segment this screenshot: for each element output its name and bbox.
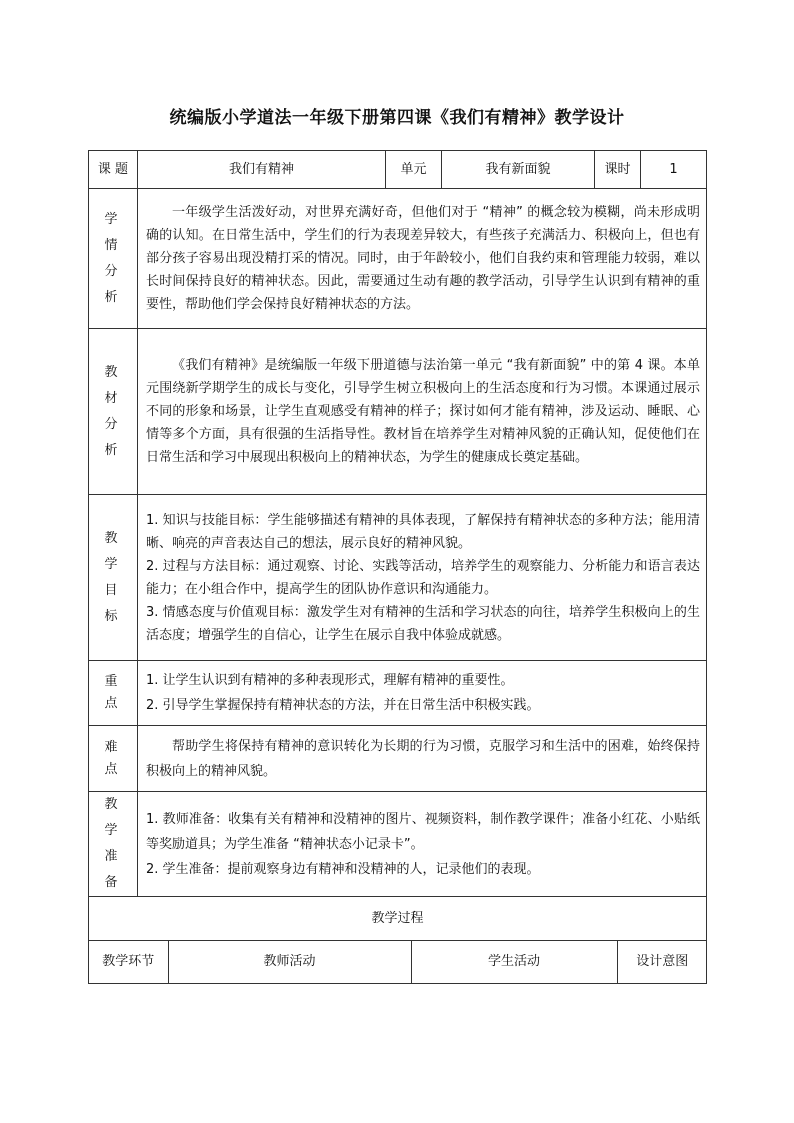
material-analysis-label-line2: 分 析 — [104, 416, 128, 458]
preparation-row — [89, 792, 707, 897]
difficulty-row — [89, 726, 707, 792]
preparation-label — [89, 792, 138, 897]
student-analysis-text: 一年级学生活泼好动，对世界充满好奇，但他们对于 “精神” 的概念较为模糊，尚未形成明确的认知。在日常生活中，学生们的行为表现差异较大，有些孩子充满活力、积极向上，但也有部分孩子容易出现没精打采的情况。同时，由于年龄较小，他们自我约束和管理能力较弱，难以长时间保持良好的精神状态。因此，需要通过生动有趣的教学活动，引导学生认识到有精神的重要性，帮助他们学会保持良好精神状态的方法。 — [146, 205, 700, 312]
preparation-label-line1: 教 学 — [104, 797, 128, 838]
student-analysis-label-line1: 学 情 — [104, 211, 128, 253]
objectives-row — [89, 495, 707, 661]
objective-item: 2. 过程与方法目标：通过观察、讨论、实践等活动，培养学生的观察能力、分析能力和语言表达能力；在小组合作中，提高学生的团队协作意识和沟通能力。 — [146, 558, 700, 597]
hours-label: 课时 — [595, 151, 641, 189]
student-analysis-row — [89, 189, 707, 329]
key-point-item: 2. 引导学生掌握保持有精神状态的方法，并在日常生活中积极实践。 — [146, 698, 540, 713]
preparation-item: 1. 教师准备：收集有关有精神和没精神的图片、视频资料，制作教学课件；准备小红花、小贴纸等奖励道具；为学生准备 “精神状态小记录卡”。 — [146, 811, 700, 852]
student-analysis-label — [89, 189, 138, 329]
preparation-label-line2: 准 备 — [104, 849, 128, 890]
process-column-header: 设计意图 — [617, 941, 707, 983]
process-heading-row — [89, 897, 707, 941]
material-analysis-label — [89, 329, 138, 495]
process-column-header: 学生活动 — [411, 941, 617, 983]
difficulty-text: 帮助学生将保持有精神的意识转化为长期的行为习惯，克服学习和生活中的困难，始终保持积极向上的精神风貌。 — [146, 738, 700, 779]
process-heading: 教学过程 — [89, 897, 707, 941]
lesson-plan-table — [88, 150, 707, 984]
process-column-header: 教师活动 — [168, 941, 411, 983]
unit-value: 我有新面貌 — [442, 151, 595, 189]
topic-label: 课 题 — [89, 151, 138, 189]
material-analysis-text: 《我们有精神》是统编版一年级下册道德与法治第一单元 “我有新面貌” 中的第 4 课。本单元围绕新学期学生的成长与变化，引导学生树立积极向上的生活态度和行为习惯。本课通过展示不同的形象和场景，让学生直观感受有精神的样子；探讨如何才能有精神，涉及运动、睡眠、心情等多个方面，具有很强的生活指导性。教材旨在培养学生对精神风貌的正确认知，促使他们在日常生活和学习中展现出积极向上的精神状态，为学生的健康成长奠定基础。 — [146, 358, 700, 465]
student-analysis-label-line2: 分 析 — [104, 263, 128, 305]
objective-item: 1. 知识与技能目标：学生能够描述有精神的具体表现，了解保持有精神状态的多种方法；能用清晰、响亮的声音表达自己的想法，展示良好的精神风貌。 — [146, 512, 700, 551]
objectives-label-line1: 教 学 — [104, 530, 128, 572]
unit-label: 单元 — [386, 151, 442, 189]
process-column-header: 教学环节 — [102, 954, 155, 969]
objective-item: 3. 情感态度与价值观目标：激发学生对有精神的生活和学习状态的向往，培养学生积极向上的生活态度；增强学生的自信心，让学生在展示自我中体验成就感。 — [146, 604, 700, 643]
topic-value: 我们有精神 — [138, 151, 386, 189]
difficulty-label: 难 点 — [89, 726, 138, 792]
objectives-label — [89, 495, 138, 661]
document-title: 统编版小学道法一年级下册第四课《我们有精神》教学设计 — [169, 108, 625, 128]
header-row — [89, 151, 707, 189]
key-points-row — [89, 661, 707, 726]
key-point-item: 1. 让学生认识到有精神的多种表现形式，理解有精神的重要性。 — [146, 673, 514, 688]
key-points-label: 重 点 — [89, 661, 138, 726]
material-analysis-row — [89, 329, 707, 495]
objectives-label-line2: 目 标 — [104, 582, 128, 624]
process-columns-table — [89, 941, 707, 983]
preparation-item: 2. 学生准备：提前观察身边有精神和没精神的人，记录他们的表现。 — [146, 861, 540, 877]
material-analysis-label-line1: 教 材 — [104, 364, 128, 406]
hours-value: 1 — [641, 151, 707, 189]
process-columns-row — [89, 941, 707, 984]
